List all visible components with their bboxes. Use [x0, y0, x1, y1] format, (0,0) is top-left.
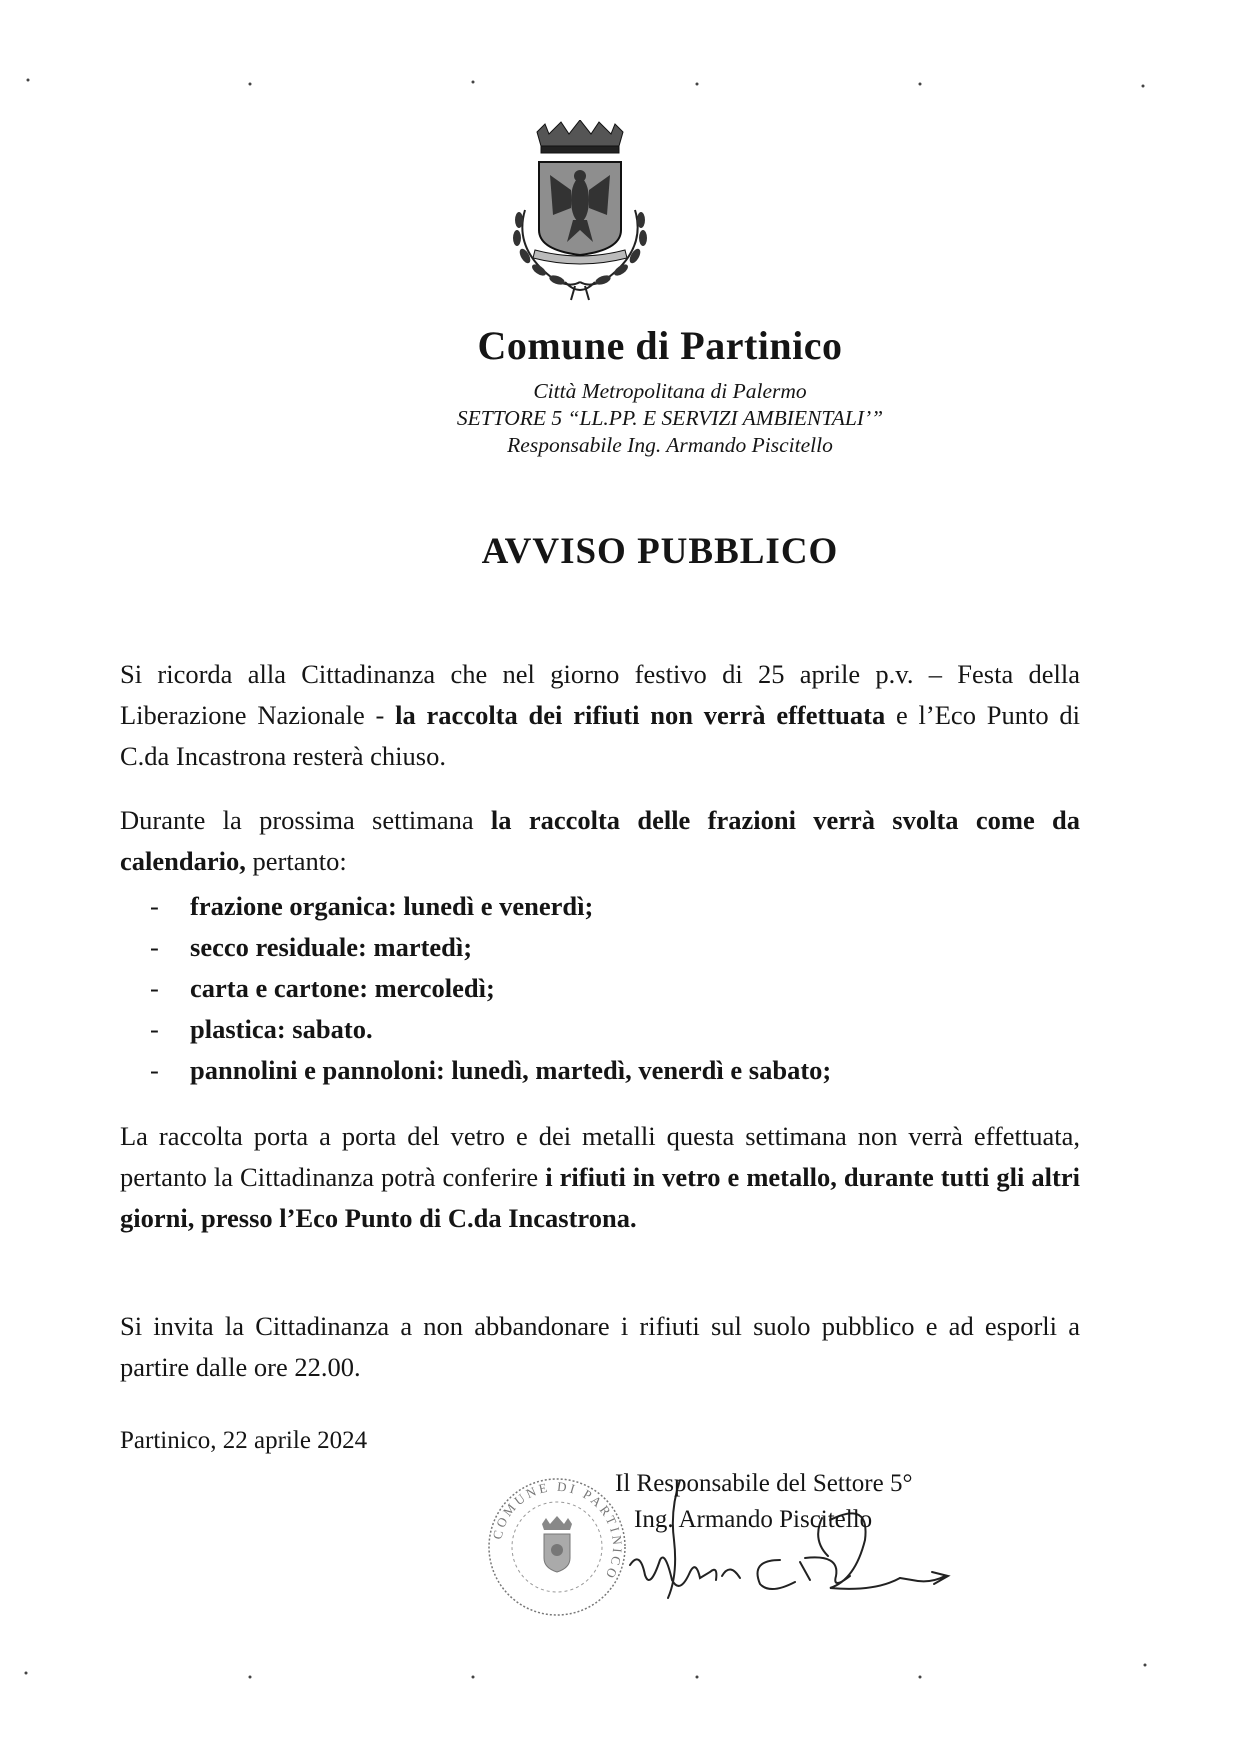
paragraph-holiday [120, 654, 1080, 777]
paragraph-holiday-text-a: Si ricorda alla Cittadinanza che nel giorno festivo di 25 aprile p.v. – Festa della Liberazione Nazionale - [120, 659, 1080, 730]
date-line: Partinico, 22 aprile 2024 [120, 1427, 368, 1454]
paragraph-holiday-bold: la raccolta dei rifiuti non verrà effettuata [395, 700, 886, 730]
list-item: - pannolini e pannoloni: lunedì, martedì, venerdì e sabato; [150, 1050, 831, 1091]
collection-schedule-list [150, 886, 831, 1091]
paragraph-schedule-intro [120, 800, 1080, 882]
handwritten-signature [600, 1480, 1020, 1600]
signatory-title: Il Responsabile del Settore 5° [615, 1470, 913, 1497]
paragraph-schedule-text-a: Durante la prossima settimana [120, 805, 491, 835]
paragraph-schedule-bold: la raccolta delle frazioni verrà svolta come da calendario, [120, 805, 1080, 876]
paragraph-glass-metal [120, 1116, 1080, 1239]
list-item: - secco residuale: martedì; [150, 927, 831, 968]
paragraph-invitation: Si invita la Cittadinanza a non abbandonare i rifiuti sul suolo pubblico e ad esporli a partire dalle ore 22.00. [120, 1311, 1080, 1382]
list-item: - plastica: sabato. [150, 1009, 831, 1050]
department: SETTORE 5 “LL.PP. E SERVIZI AMBIENTALI’” [456, 406, 884, 430]
list-item: - carta e cartone: mercoledì; [150, 968, 831, 1009]
svg-text:COMUNE DI PARTINICO: COMUNE DI PARTINICO [489, 1478, 626, 1584]
paragraph-glass-text-a: La raccolta porta a porta del vetro e dei metalli questa settimana non verrà effettuata, pertanto la Cittadinanza potrà conferire [120, 1121, 1080, 1192]
metropolitan-city: Città Metropolitana di Palermo [533, 379, 807, 403]
list-item: - frazione organica: lunedì e venerdì; [150, 886, 831, 927]
department-head: Responsabile Ing. Armando Piscitello [507, 433, 833, 457]
coat-of-arms-icon [495, 120, 665, 315]
paragraph-schedule-text-c: pertanto: [245, 846, 347, 876]
paragraph-glass-bold: i rifiuti in vetro e metallo, durante tutti gli altri giorni, presso l’Eco Punto di C.da Incastrona. [120, 1162, 1080, 1233]
signatory-name: Ing. Armando Piscitello [634, 1506, 873, 1533]
municipality-name: Comune di Partinico [477, 323, 843, 368]
paragraph-holiday-text-c: e l’Eco Punto di C.da Incastrona resterà chiuso. [120, 700, 1080, 771]
notice-title: AVVISO PUBBLICO [481, 531, 839, 572]
